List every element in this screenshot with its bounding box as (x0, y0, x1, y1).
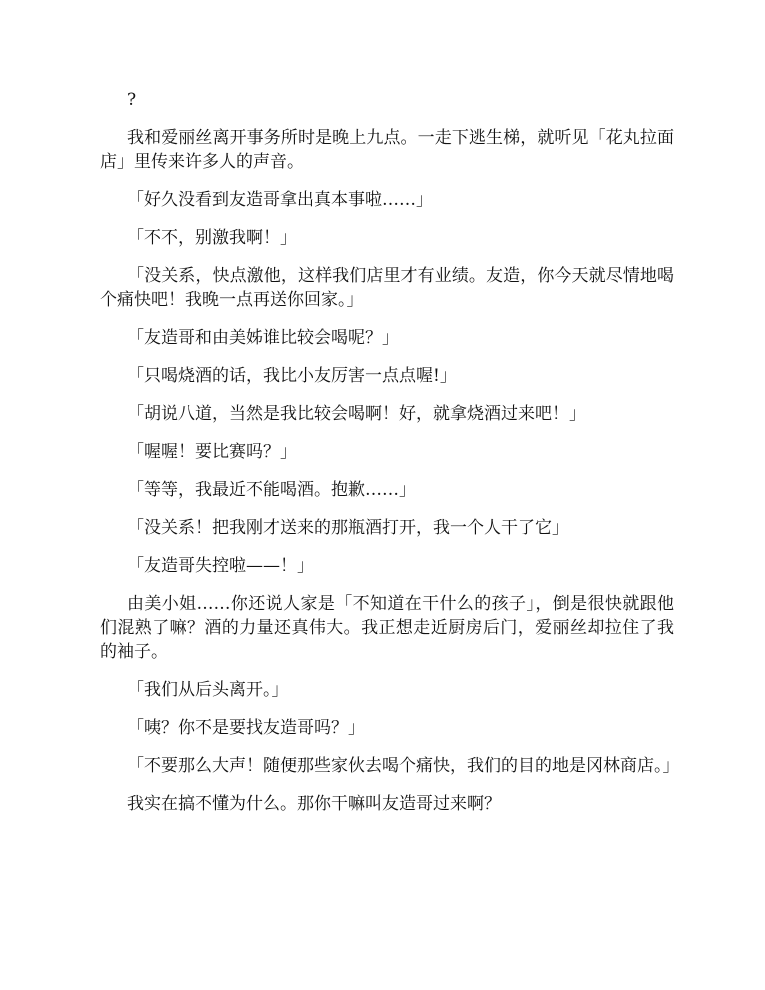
paragraph: ? (127, 90, 137, 110)
paragraph: 「没关系！把我刚才送来的那瓶酒打开，我一个人干了它」 (127, 518, 569, 538)
paragraph: 「友造哥和由美姊谁比较会喝呢？」 (127, 328, 399, 348)
document-body (100, 88, 680, 830)
paragraph: 我和爱丽丝离开事务所时是晚上九点。一走下逃生梯，就听见「花丸拉面店」里传来许多人的声音。 (100, 128, 674, 172)
paragraph: 我实在搞不懂为什么。那你干嘛叫友造哥过来啊？ (127, 794, 501, 814)
paragraph: 「不要那么大声！随便那些家伙去喝个痛快，我们的目的地是冈林商店。」 (127, 756, 680, 776)
paragraph: 「胡说八道，当然是我比较会喝啊！好，就拿烧酒过来吧！」 (127, 404, 586, 424)
paragraph: 「好久没看到友造哥拿出真本事啦……」 (127, 190, 433, 210)
paragraph: 「不不，别激我啊！」 (127, 228, 297, 248)
paragraph: 「没关系，快点激他，这样我们店里才有业绩。友造，你今天就尽情地喝个痛快吧！我晚一点再送你回家。」 (100, 266, 674, 310)
paragraph: 「咦？你不是要找友造哥吗？」 (127, 718, 365, 738)
paragraph: 「只喝烧酒的话，我比小友厉害一点点喔!」 (127, 366, 457, 386)
paragraph: 「友造哥失控啦——！」 (127, 556, 314, 576)
paragraph: 由美小姐……你还说人家是「不知道在干什么的孩子」，倒是很快就跟他们混熟了嘛？酒的力量还真伟大。我正想走近厨房后门，爱丽丝却拉住了我的袖子。 (100, 594, 674, 662)
paragraph: 「我们从后头离开。」 (127, 680, 289, 700)
paragraph: 「喔喔！要比赛吗？」 (127, 442, 297, 462)
paragraph: 「等等，我最近不能喝酒。抱歉……」 (127, 480, 416, 500)
